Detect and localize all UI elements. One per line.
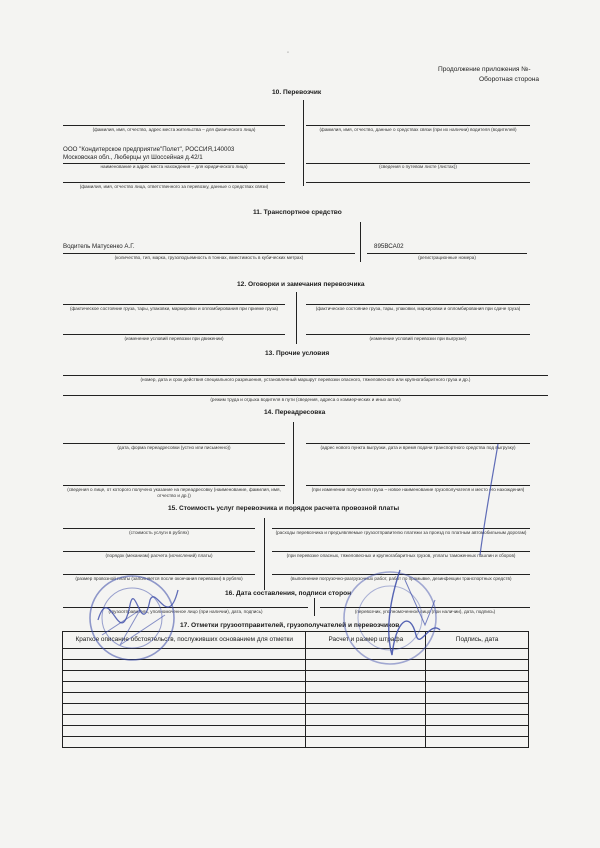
vehicle-field [63, 253, 355, 254]
section-16-title: 16. Дата составления, подписи сторон [225, 590, 352, 597]
table-cell [63, 737, 306, 748]
plate-value: 895ВСА02 [374, 243, 404, 250]
delivery-state-field [306, 304, 530, 305]
caption: (расходы перевозчика и предъявляемые грузоотправителю платежи за проезд по платным автомобильным дорогам) [275, 530, 527, 535]
caption: (адрес нового пункта выгрузки, дата и время подачи транспортного средства под выгрузку) [320, 445, 516, 450]
caption: (изменение условий перевозки при выгрузке) [369, 336, 467, 341]
column-header: Подпись, дата [426, 632, 529, 649]
cost-field [63, 528, 255, 529]
caption: (номер, дата и срок действия специального разрешения, установленный маршрут перевозки опасного, тяжеловесного или крупногабаритного груза и др.) [140, 377, 471, 382]
table-cell [426, 726, 529, 737]
table-row [63, 704, 529, 715]
divider [303, 100, 304, 186]
table-cell [63, 682, 306, 693]
table-row [63, 715, 529, 726]
table-cell [306, 682, 426, 693]
carrier-field [63, 125, 285, 126]
readdress-signature [470, 440, 510, 560]
table-cell [426, 682, 529, 693]
caption: (количество, тип, марка, грузоподъемность в тоннах, вместимость в кубических метрах) [114, 255, 304, 260]
table-cell [63, 671, 306, 682]
caption: наименование и адрес места нахождения – для юридического лица) [100, 164, 248, 169]
caption: (при перевозке опасных, тяжеловесных и крупногабаритных грузов, уплаты таможенных пошлин и сборов) [286, 553, 516, 558]
intake-state-field [63, 304, 285, 305]
table-row [63, 693, 529, 704]
section-12-title: 12. Оговорки и замечания перевозчика [237, 281, 365, 288]
table-cell [306, 704, 426, 715]
caption: (дата, форма переадресовки (устно или письменно)) [117, 445, 231, 450]
blank-field [306, 182, 530, 183]
readdress-source-field [63, 485, 285, 486]
table-cell [426, 737, 529, 748]
caption: (грузоотправитель, уполномоченное лицо (при наличии), дата, подпись) [108, 609, 263, 614]
table-cell [63, 715, 306, 726]
transit-change-field [63, 334, 285, 335]
carrier-signature-stroke [405, 580, 435, 625]
unload-change-field [306, 334, 530, 335]
table-cell [426, 671, 529, 682]
caption: (режим труда и отдыха водителя в пути (сведения, адреса о коммерческих и иных актах) [210, 397, 401, 402]
driver-field [306, 125, 530, 126]
table-cell [306, 671, 426, 682]
caption: (фактическое состояние груза, тары, упаковки, маркировки и опломбирования при приеме груза) [69, 306, 279, 311]
caption: (сведения о лице, от которого получено указание на переадресовку (наименование, фамилия, имя, отчество и др.)) [67, 487, 281, 498]
side-label: Оборотная сторона [479, 76, 540, 83]
divider [314, 598, 315, 616]
caption: (фамилия, имя, отчество лица, ответственного за перевозку, данные о средствах связи) [79, 184, 269, 189]
readdress-date-field [63, 443, 285, 444]
caption: (выполнение погрузочно-разгрузочных работ, работ по промывке, дезинфекции транспортных средств) [290, 576, 512, 581]
divider [360, 222, 361, 262]
signature-stroke [480, 444, 498, 555]
caption: (порядок (механизм) расчета (исчислений) платы) [105, 553, 213, 558]
section-11-title: 11. Транспортное средство [253, 209, 342, 216]
appendix-label: Продолжение приложения №- [438, 66, 531, 73]
caption: (фамилия, имя, отчество, адрес места жительства – для физического лица) [92, 127, 256, 132]
table-cell [306, 726, 426, 737]
caption: (изменение условий перевозки при движении) [124, 336, 224, 341]
table-cell [63, 693, 306, 704]
rest-mode-field [63, 395, 548, 396]
table-cell [63, 726, 306, 737]
section-13-title: 13. Прочие условия [265, 350, 330, 357]
divider [296, 292, 297, 344]
plate-field [367, 253, 527, 254]
carrier-signature-stroke [389, 570, 440, 655]
section-15-title: 15. Стоимость услуг перевозчика и порядок расчета провозной платы [168, 505, 400, 512]
table-cell [426, 693, 529, 704]
calc-method-field [63, 551, 255, 552]
divider [293, 422, 294, 504]
carrier-address-value: Московская обл., Люберцы ул Шоссейная д.42/1 [63, 154, 203, 161]
section-14-title: 14. Переадресовка [264, 409, 326, 416]
table-cell [306, 693, 426, 704]
shipper-signature-stroke [98, 590, 178, 623]
responsible-field [63, 182, 285, 183]
scan-mark: ◦ [287, 50, 290, 56]
table-cell [306, 737, 426, 748]
vehicle-value: Водитель Матусенко А.Г. [63, 243, 135, 250]
caption: (регистрационные номера) [418, 255, 476, 260]
table-cell [306, 715, 426, 726]
caption: (при изменении получателя груза – новое наименование грузополучателя и место его нахождения) [311, 487, 525, 492]
caption: (фамилия, имя, отчество, данные о средствах связи (при их наличии) водителя (водителей) [319, 127, 517, 132]
table-row [63, 737, 529, 748]
caption: (сведения о путевом листе (листах)) [379, 164, 457, 169]
table-row [63, 726, 529, 737]
column-header: Расчет и размер штрафа [306, 632, 426, 649]
left-stamp-and-signature [80, 560, 190, 670]
table-row [63, 682, 529, 693]
table-cell [63, 704, 306, 715]
table-cell [426, 704, 529, 715]
right-stamp-and-signature [330, 560, 460, 670]
permit-field [63, 375, 548, 376]
table-cell [426, 715, 529, 726]
caption: (стоимость услуги в рублях) [129, 530, 189, 535]
column-header: Краткое описание обстоятельств, послуживших основанием для отметки [63, 632, 306, 649]
caption: (перевозчик, уполномоченное лицо (при наличии), дата, подпись) [354, 609, 496, 614]
carrier-name-value: ООО "Кондитерское предприятие"Полет", РОССИЯ,140003 [63, 146, 235, 153]
divider [264, 518, 265, 590]
section-10-title: 10. Перевозчик [272, 89, 322, 96]
table-row [63, 671, 529, 682]
section-17-title: 17. Отметки грузоотправителей, грузополучателей и перевозчиков [180, 622, 400, 629]
caption: (размер провозной платы (заполняется после окончания перевозки) в рублях) [75, 576, 243, 581]
caption: (фактическое состояние груза, тары, упаковки, маркировки и опломбирования при сдаче груза) [315, 306, 521, 311]
